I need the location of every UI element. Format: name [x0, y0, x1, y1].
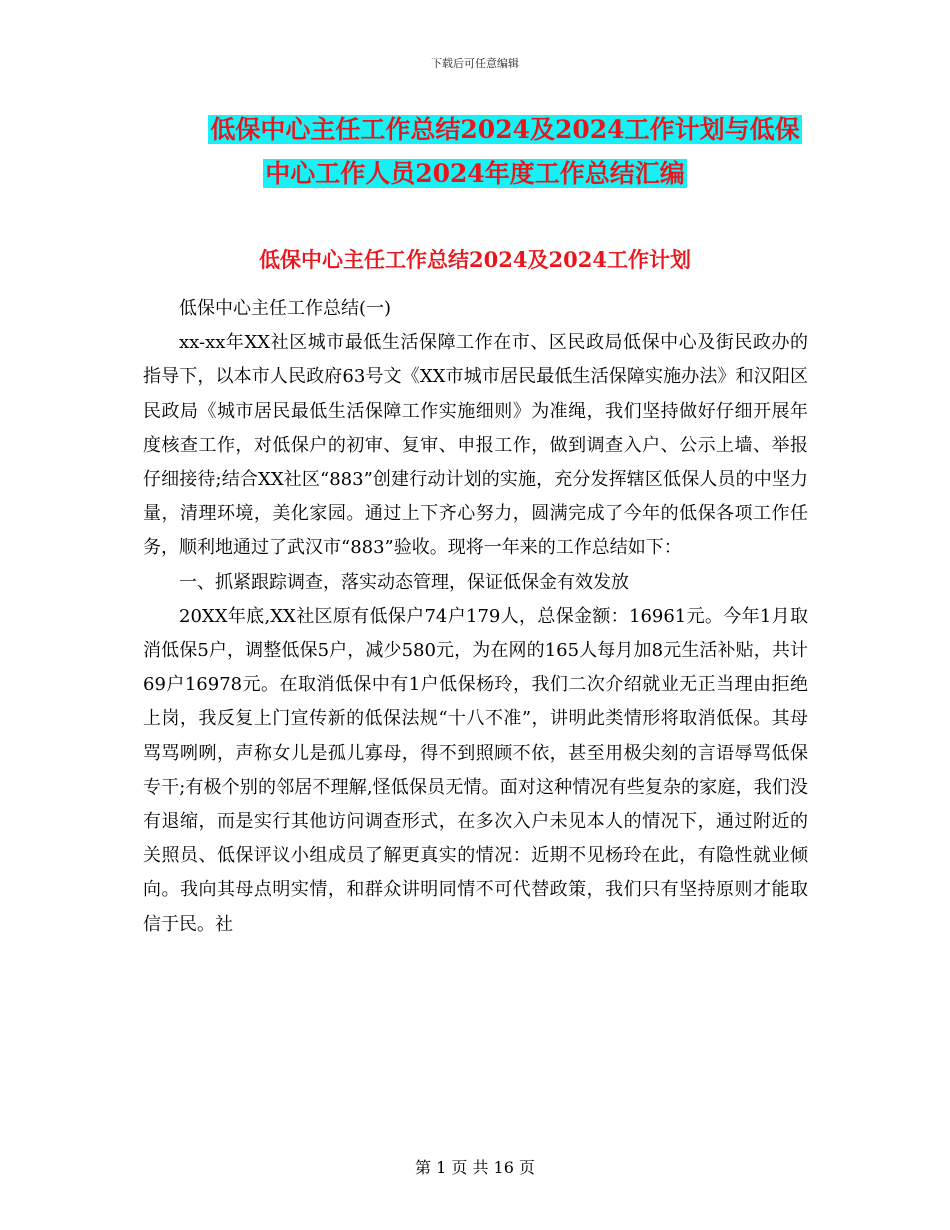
paragraph: xx-xx年XX社区城市最低生活保障工作在市、区民政局低保中心及街民政办的指导下，以本市人民政府63号文《XX市城市居民最低生活保障实施办法》和汉阳区民政局《城市居民最低生活保障工作实施细则》为准绳，我们坚持做好仔细开展年度核查工作，对低保户的初审、复审、申报工作，做到调查入户、公示上墙、举报仔细接待;结合XX社区“883”创建行动计划的实施，充分发挥辖区低保人员的中坚力量，清理环境，美化家园。通过上下齐心努力，圆满完成了今年的低保各项工作任务，顺利地通过了武汉市“883”验收。现将一年来的工作总结如下： — [143, 332, 808, 559]
title-highlight-1: 低保中心主任工作总结2024及2024工作计划与低保 — [210, 115, 800, 144]
document-title-line-1 — [0, 108, 950, 152]
page-header: 下载后可任意编辑 — [431, 57, 519, 70]
page-footer: 第 1 页 共 16 页 — [415, 1158, 535, 1177]
paragraph: 20XX年底,XX社区原有低保户74户179人，总保金额：16961元。今年1月取消低保5户，调整低保5户，减少580元，为在网的165人每月加8元生活补贴，共计69户16978元。在取消低保中有1户低保杨玲，我们二次介绍就业无正当理由拒绝上岗，我反复上门宣传新的低保法规“十八不准”，讲明此类情形将取消低保。其母骂骂咧咧，声称女儿是孤儿寡母，得不到照顾不依，甚至用极尖刻的言语辱骂低保专干;有极个别的邻居不理解,怪低保员无情。面对这种情况有些复杂的家庭，我们没有退缩，而是实行其他访问调查形式，在多次入户未见本人的情况下，通过附近的关照员、低保评议小组成员了解更真实的情况：近期不见杨玲在此，有隐性就业倾向。我向其母点明实情，和群众讲明同情不可代替政策，我们只有坚持原则才能取信于民。社 — [143, 605, 808, 935]
section-title: 低保中心主任工作总结2024及2024工作计划 — [259, 247, 691, 272]
title-highlight-2: 中心工作人员2024年度工作总结汇编 — [265, 159, 685, 188]
body-content — [143, 292, 808, 942]
paragraph-section-heading: 一、抓紧跟踪调查，落实动态管理，保证低保金有效发放 — [179, 571, 629, 593]
paragraph-heading: 低保中心主任工作总结(一) — [179, 298, 392, 319]
document-title-line-2 — [0, 152, 950, 196]
